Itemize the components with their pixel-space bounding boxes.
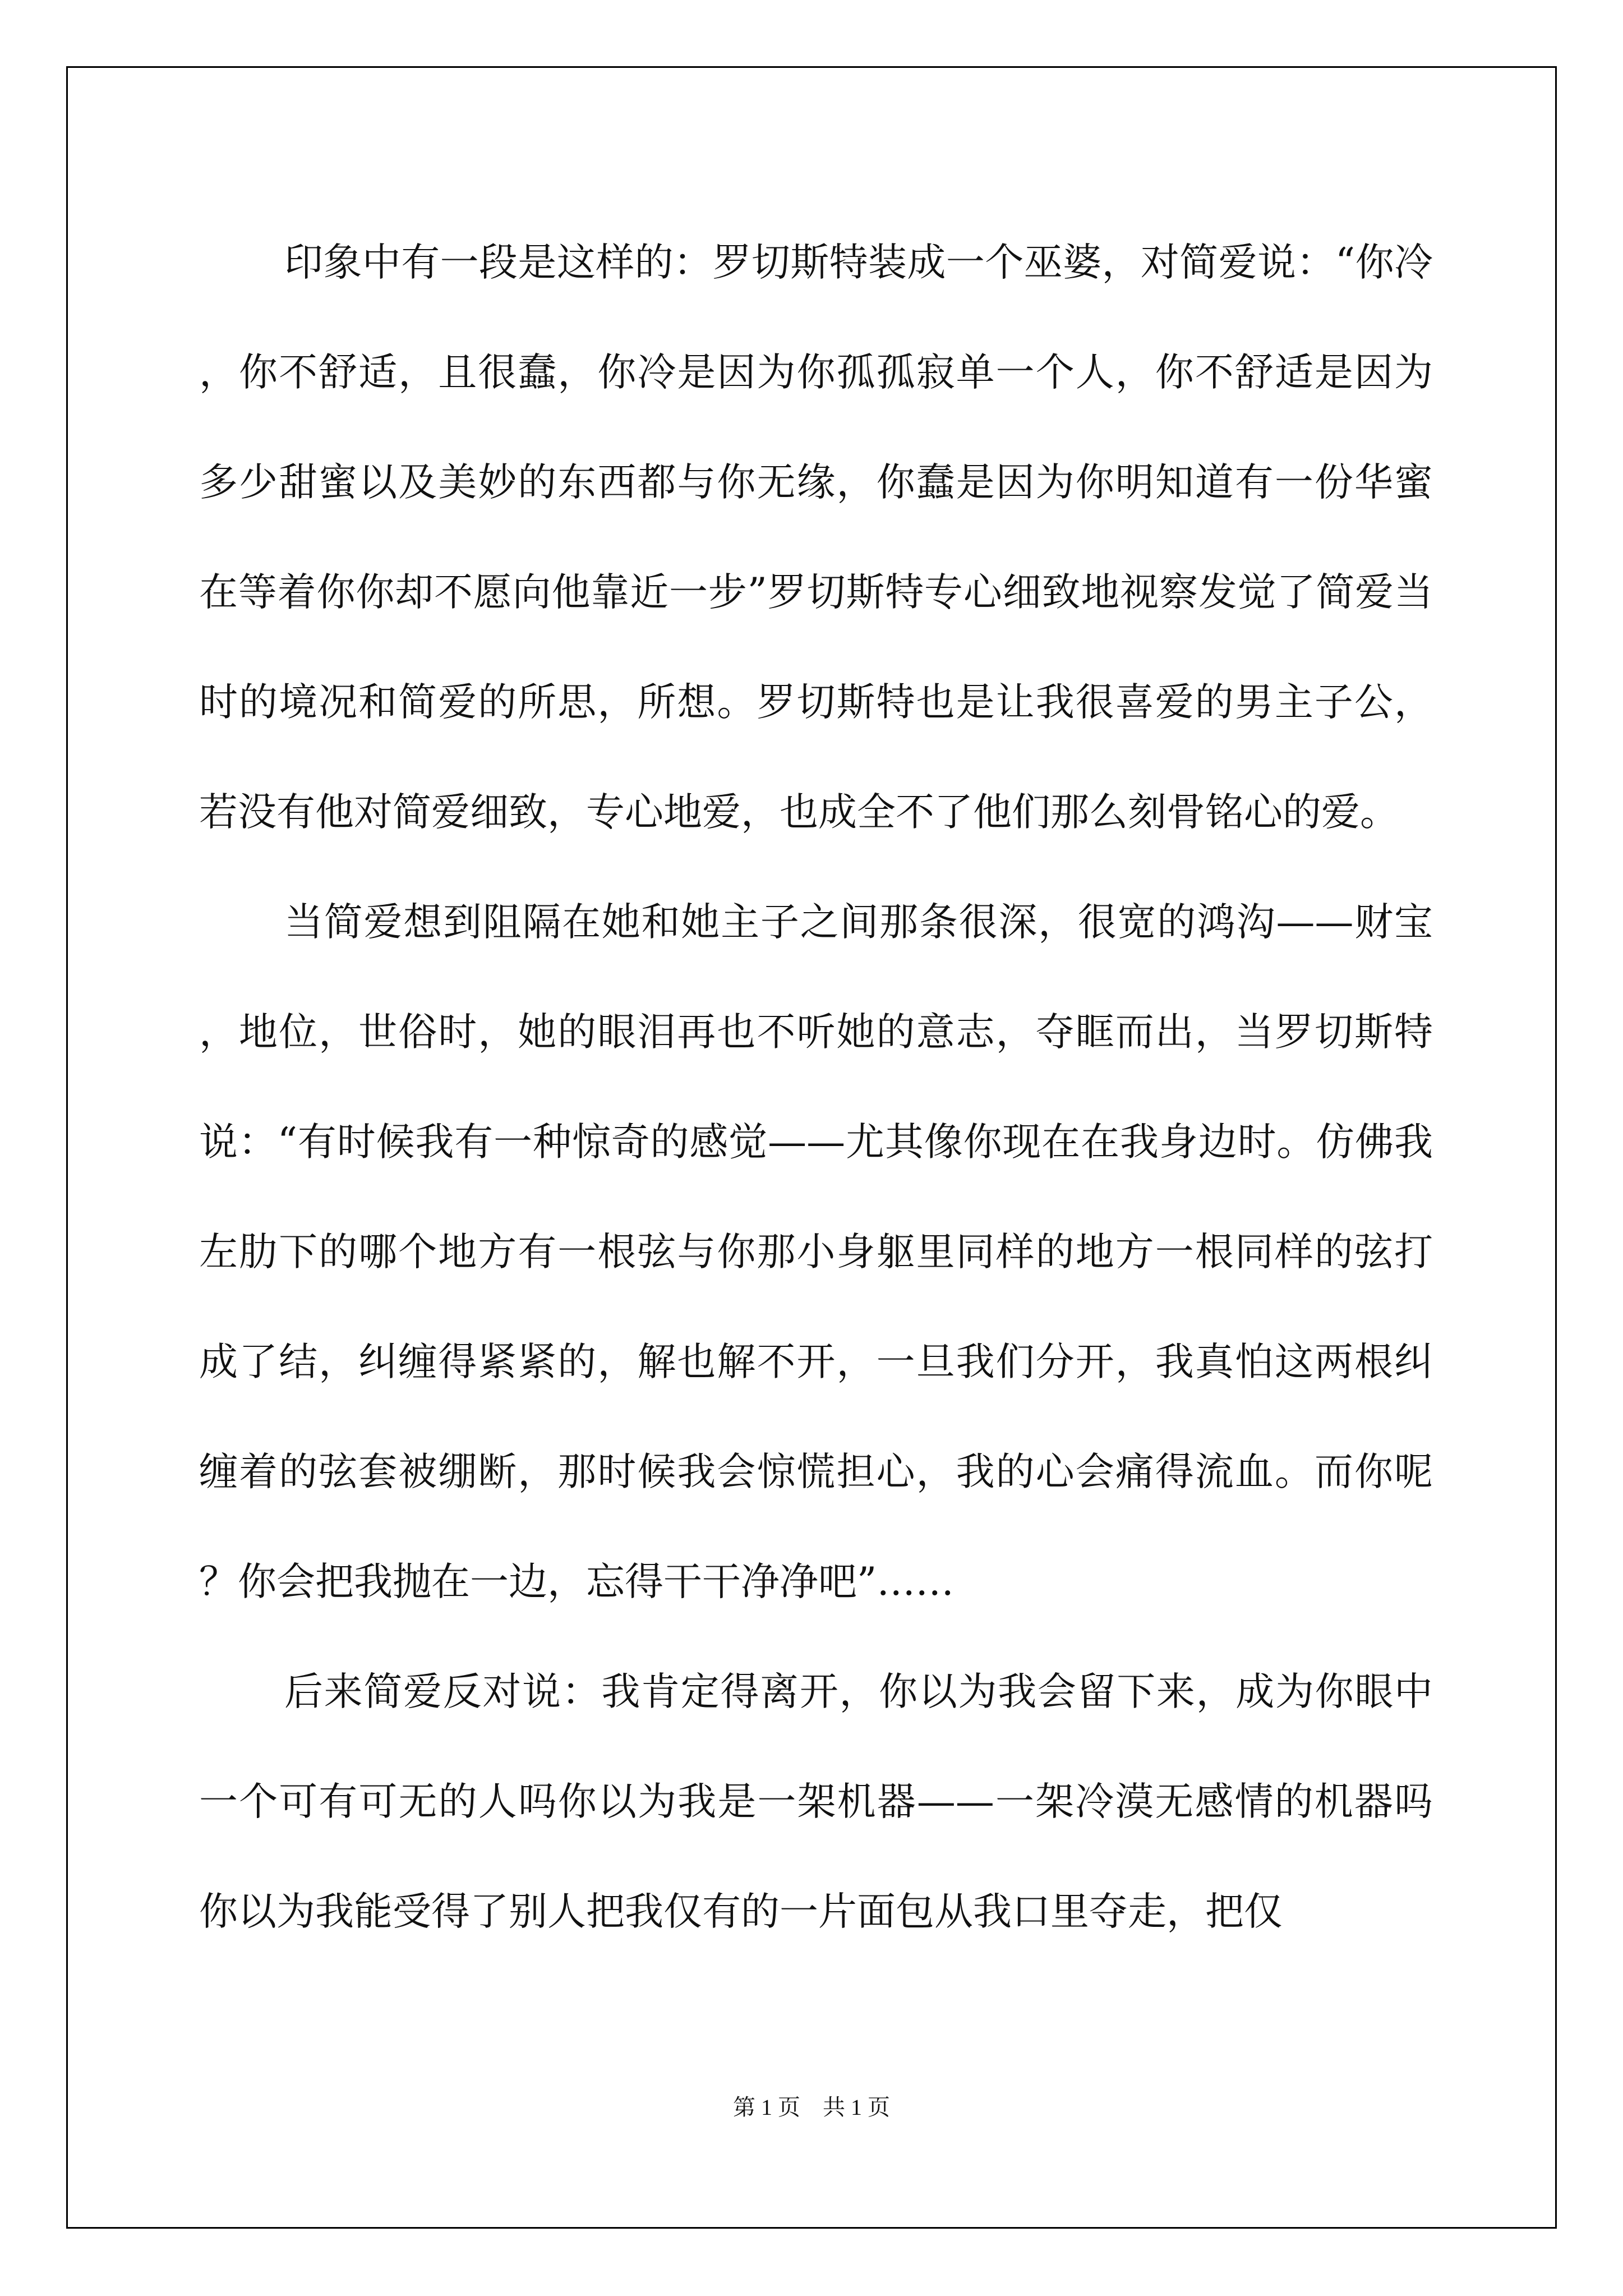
page-number-footer: 第 1 页 共 1 页 — [733, 2095, 890, 2120]
paragraph-2: 当简爱想到阻隔在她和她主子之间那条很深，很宽的鸿沟——财宝，地位，世俗时，她的眼泪再也不听她的意志，夺眶而出，当罗切斯特说：“有时候我有一种惊奇的感觉——尤其像你现在在我身边时。仿佛我左肋下的哪个地方有一根弦与你那小身躯里同样的地方一根同样的弦打成了结，纠缠得紧紧的，解也解不开，一旦我们分开，我真怕这两根纠缠着的弦套被绷断，那时候我会惊慌担心，我的心会痛得流血。而你呢？你会把我抛在一边，忘得干干净净吧”…… — [199, 900, 1433, 1604]
document-body — [199, 208, 1433, 1967]
paragraph-1: 印象中有一段是这样的：罗切斯特装成一个巫婆，对简爱说：“你冷，你不舒适，且很蠢，你冷是因为你孤孤寂单一个人，你不舒适是因为多少甜蜜以及美妙的东西都与你无缘，你蠢是因为你明知道有一份华蜜在等着你你却不愿向他靠近一步”罗切斯特专心细致地视察发觉了简爱当时的境况和简爱的所思，所想。罗切斯特也是让我很喜爱的男主子公，若没有他对简爱细致，专心地爱，也成全不了他们那么刻骨铭心的爱。 — [199, 240, 1433, 835]
paragraph-3: 后来简爱反对说：我肯定得离开，你以为我会留下来，成为你眼中一个可有可无的人吗你以为我是一架机器——一架冷漠无感情的机器吗你以为我能受得了别人把我仅有的一片面包从我口里夺走，把仅 — [199, 1669, 1433, 1934]
